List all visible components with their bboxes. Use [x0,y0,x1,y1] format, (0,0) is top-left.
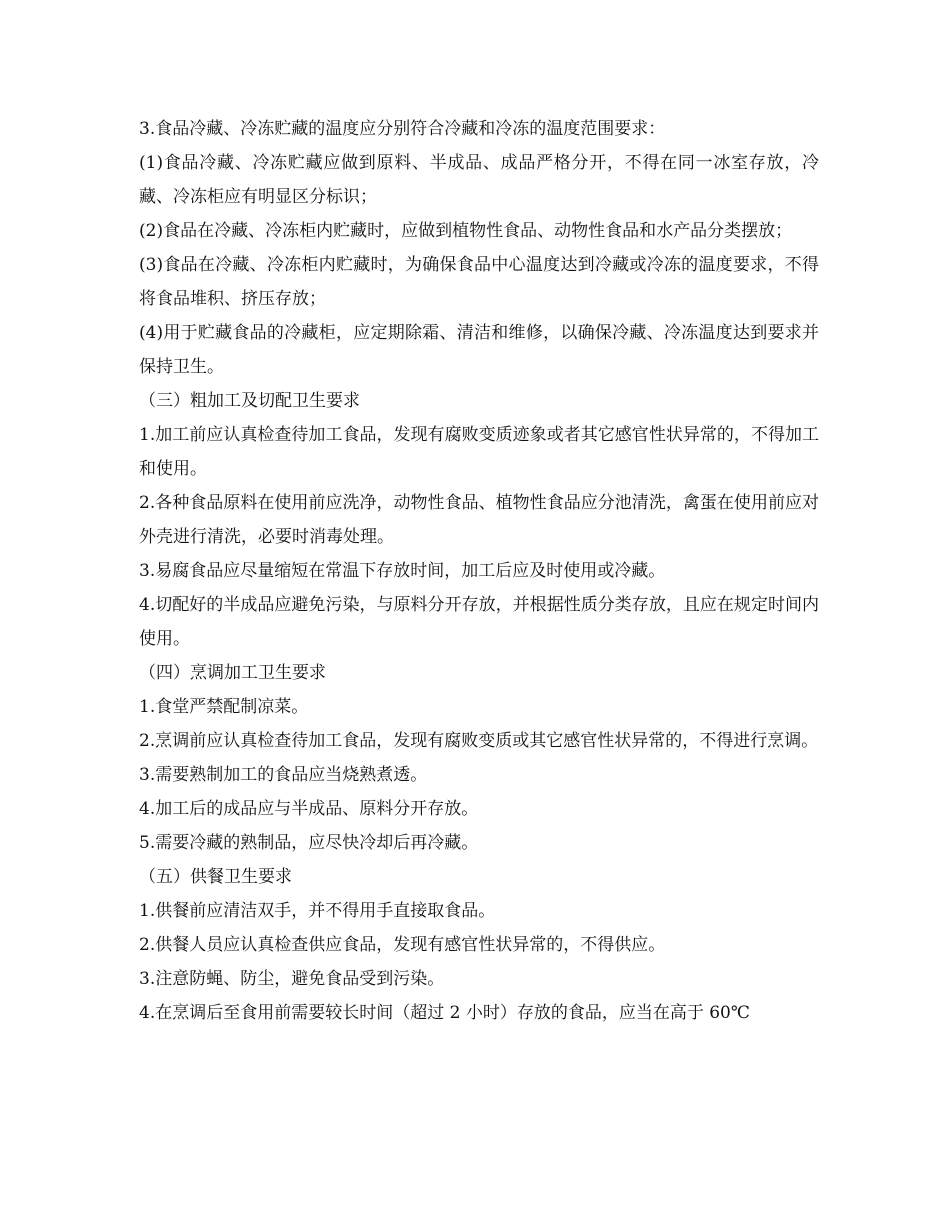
paragraph-processing-rule-4: 4.切配好的半成品应避免污染，与原料分开存放，并根据性质分类存放，且应在规定时间内使用。 [139,595,819,649]
paragraph-cold-storage-temperature: 3.食品冷藏、冷冻贮藏的温度应分别符合冷藏和冷冻的温度范围要求： [139,119,666,139]
paragraph-processing-rule-1: 1.加工前应认真检查待加工食品，发现有腐败变质迹象或者其它感官性状异常的，不得加工和使用。 [139,425,819,479]
paragraph-storage-rule-4: (4)用于贮藏食品的冷藏柜，应定期除霜、清洁和维修，以确保冷藏、冷冻温度达到要求并保持卫生。 [139,323,819,377]
paragraph-processing-rule-2: 2.各种食品原料在使用前应洗净，动物性食品、植物性食品应分池清洗，禽蛋在使用前应对外壳进行清洗，必要时消毒处理。 [139,493,819,547]
paragraph-service-rule-2: 2.供餐人员应认真检查供应食品，发现有感官性状异常的，不得供应。 [139,935,666,955]
document-body [139,112,819,1030]
paragraph-cooking-rule-3: 3.需要熟制加工的食品应当烧熟煮透。 [139,765,428,785]
paragraph-service-rule-4: 4.在烹调后至食用前需要较长时间（超过 2 小时）存放的食品，应当在高于 60℃ [139,1003,750,1023]
section-heading-meal-service: （五）供餐卫生要求 [139,867,292,887]
paragraph-storage-rule-1: (1)食品冷藏、冷冻贮藏应做到原料、半成品、成品严格分开，不得在同一冰室存放，冷藏、冷冻柜应有明显区分标识； [139,153,819,207]
paragraph-storage-rule-3: (3)食品在冷藏、冷冻柜内贮藏时，为确保食品中心温度达到冷藏或冷冻的温度要求，不得将食品堆积、挤压存放； [139,255,819,309]
section-heading-cooking: （四）烹调加工卫生要求 [139,663,326,683]
paragraph-service-rule-3: 3.注意防蝇、防尘，避免食品受到污染。 [139,969,445,989]
paragraph-cooking-rule-1: 1.食堂严禁配制凉菜。 [139,697,309,717]
section-heading-rough-processing: （三）粗加工及切配卫生要求 [139,391,360,411]
paragraph-cooking-rule-4: 4.加工后的成品应与半成品、原料分开存放。 [139,799,479,819]
paragraph-service-rule-1: 1.供餐前应清洁双手，并不得用手直接取食品。 [139,901,496,921]
paragraph-storage-rule-2: (2)食品在冷藏、冷冻柜内贮藏时，应做到植物性食品、动物性食品和水产品分类摆放； [139,221,793,241]
paragraph-cooking-rule-5: 5.需要冷藏的熟制品，应尽快冷却后再冷藏。 [139,833,479,853]
paragraph-cooking-rule-2: 2.烹调前应认真检查待加工食品，发现有腐败变质或其它感官性状异常的，不得进行烹调。 [139,731,819,751]
paragraph-processing-rule-3: 3.易腐食品应尽量缩短在常温下存放时间，加工后应及时使用或冷藏。 [139,561,666,581]
